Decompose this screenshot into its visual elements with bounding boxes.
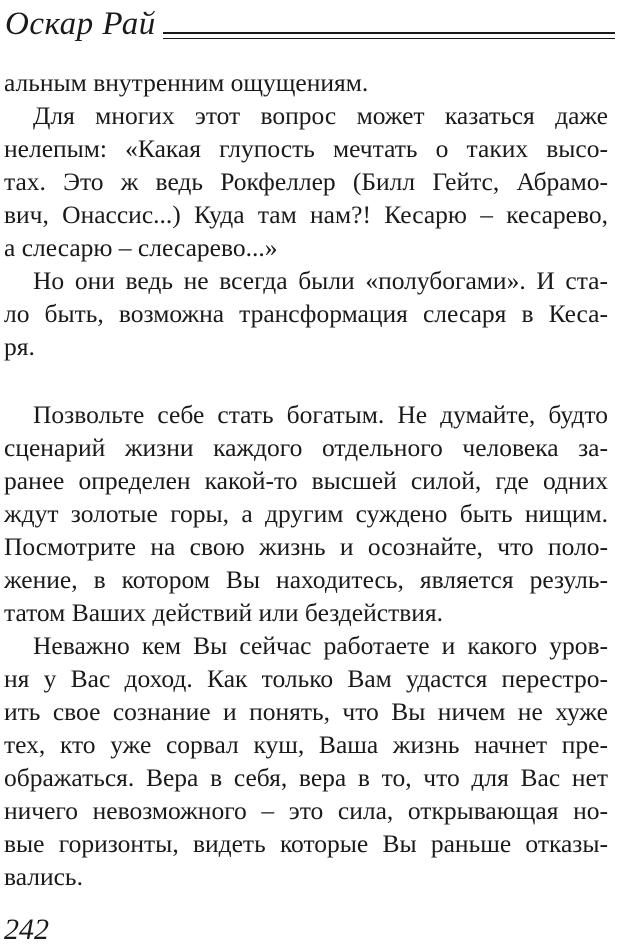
running-header-author: Оскар Рай	[5, 6, 156, 42]
text-line: Но они ведь не всегда были «полубогами». И ста-	[33, 266, 608, 295]
text-line: ло быть, возможна трансформация слесаря в Кеса-	[4, 299, 608, 328]
text-line: татом Ваших действий или бездействия.	[4, 598, 444, 627]
text-line: ранее определен какой-то высшей силой, где одних	[4, 466, 608, 495]
text-line: вич, Онассис...) Куда там нам?! Кесарю – кесарево,	[4, 200, 608, 229]
text-line: жение, в котором Вы находитесь, является резуль-	[4, 565, 608, 594]
text-line: ня у Вас доход. Как только Вам удастся перестро-	[4, 664, 608, 693]
text-line: ждут золотые горы, а другим суждено быть нищим.	[4, 499, 608, 528]
text-line: а слесарю – слесарево...»	[4, 233, 278, 262]
text-line: тах. Это ж ведь Рокфеллер (Билл Гейтс, Абрамо-	[4, 167, 608, 196]
blank-line	[4, 363, 608, 398]
text-line: ря.	[4, 332, 35, 361]
text-line: нелепым: «Какая глупость мечтать о таких высо-	[4, 134, 608, 163]
header-rule-thick	[163, 32, 615, 34]
text-line: Для многих этот вопрос может казаться даже	[33, 101, 608, 130]
text-line: тех, кто уже сорвал куш, Ваша жизнь начнет пре-	[4, 730, 608, 759]
text-line: ображаться. Вера в себя, вера в то, что для Вас нет	[4, 763, 608, 792]
text-line: ничего невозможного – это сила, открывающая но-	[4, 796, 608, 825]
text-line: альным внутренним ощущениям.	[4, 68, 369, 97]
text-line: Посмотрите на свою жизнь и осознайте, что поло-	[4, 532, 608, 561]
text-line: вались.	[4, 862, 83, 891]
text-line: вые горизонты, видеть которые Вы раньше отказы-	[4, 829, 608, 858]
text-line: ить свое сознание и понять, что Вы ничем не хуже	[4, 697, 608, 726]
running-header	[5, 4, 615, 48]
text-line: сценарий жизни каждого отдельного человека за-	[4, 433, 608, 462]
page-number: 242	[4, 913, 49, 946]
body-text	[4, 66, 608, 893]
header-rule-thin	[163, 38, 615, 39]
text-line: Позвольте себе стать богатым. Не думайте, будто	[33, 400, 608, 429]
text-line: Неважно кем Вы сейчас работаете и какого уров-	[33, 631, 608, 660]
